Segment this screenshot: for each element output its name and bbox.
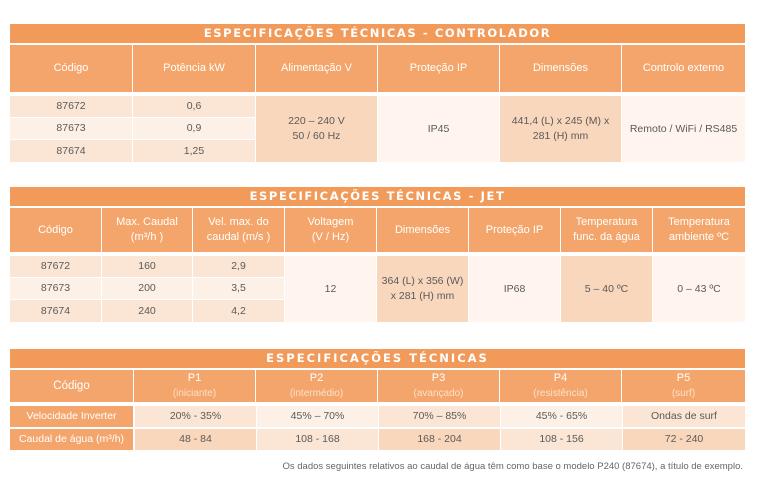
temp-agua-cell: 5 – 40 ºC: [561, 256, 652, 322]
level-name: P2: [309, 372, 324, 384]
codigo-cell: 87674: [10, 300, 101, 322]
potencia-cell: 0,9: [133, 118, 255, 139]
header-tamb-line2: ambiente ºC: [668, 231, 730, 243]
level-name: P5: [676, 372, 691, 384]
jet-title: ESPECIFICAÇÕES TÉCNICAS - JET: [10, 187, 745, 206]
velocidade-cell: 2,9: [193, 256, 284, 277]
header-p3: [378, 370, 500, 402]
dimensoes-line2: 281 (H) mm: [532, 130, 589, 142]
header-temp-ambiente: [653, 208, 745, 252]
protecao-cell: IP45: [378, 96, 499, 162]
header-codigo: Código: [10, 208, 102, 252]
velocidade-cell: 20% - 35%: [135, 406, 256, 427]
velocidade-cell: Ondas de surf: [623, 406, 745, 427]
header-p1: [134, 370, 256, 402]
header-p4: [500, 370, 622, 402]
header-velocidade: [193, 208, 285, 252]
header-caudal-line2: (m³/h ): [130, 231, 164, 243]
header-alimentacao: Alimentação V: [256, 45, 378, 92]
header-volt-line2: (V / Hz): [311, 231, 350, 243]
dimensoes-line1: 441,4 (L) x 245 (M) x: [511, 115, 610, 127]
temp-ambiente-cell: 0 – 43 ºC: [653, 256, 745, 322]
velocidade-cell: 70% – 85%: [379, 406, 500, 427]
alimentacao-cell: [256, 96, 377, 162]
header-p5: [622, 370, 745, 402]
header-caudal: [102, 208, 193, 252]
row-label-velocidade: Velocidade Inverter: [10, 406, 133, 427]
jet-body: [10, 256, 745, 322]
header-codigo: Código: [10, 370, 134, 402]
header-temp-line1: Temperatura: [575, 216, 638, 228]
tecnicas-title: ESPECIFICAÇÕES TÉCNICAS: [10, 349, 745, 368]
caudal-cell: 200: [102, 278, 192, 299]
voltagem-cell: 12: [285, 256, 376, 322]
header-p2: [256, 370, 378, 402]
header-caudal-line1: Max. Caudal: [116, 216, 178, 228]
velocidade-cell: 4,2: [193, 300, 284, 322]
row-label-caudal: Caudal de água (m³/h): [10, 429, 133, 450]
codigo-cell: 87672: [10, 96, 132, 117]
codigo-cell: 87673: [10, 278, 101, 299]
level-name: P4: [553, 372, 568, 384]
header-vel-line1: Vel. max. do: [208, 216, 269, 228]
level-desc: (resistência): [533, 388, 588, 399]
caudal-cell: 108 - 156: [501, 429, 622, 450]
level-name: P3: [431, 372, 446, 384]
potencia-cell: 0,6: [133, 96, 255, 117]
header-temp-line2: func. da água: [573, 231, 640, 243]
level-desc: (intermédio): [289, 388, 344, 399]
codigo-cell: 87672: [10, 256, 101, 277]
caudal-cell: 168 - 204: [379, 429, 500, 450]
dimensoes-line1: 364 (L) x 356 (W): [381, 275, 464, 287]
tecnicas-body: [10, 406, 745, 450]
protecao-cell: IP68: [469, 256, 560, 322]
header-voltagem: [285, 208, 377, 252]
dimensoes-cell: [377, 256, 468, 322]
jet-header: [10, 208, 745, 252]
controlo-cell: Remoto / WiFi / RS485: [622, 96, 745, 162]
controlador-header: [10, 45, 745, 92]
codigo-cell: 87674: [10, 140, 132, 162]
header-protecao: Proteção IP: [469, 208, 561, 252]
footnote: Os dados seguintes relativos ao caudal de água têm como base o modelo P240 (87674), a título de exemplo.: [282, 461, 743, 472]
tecnicas-table: [10, 349, 745, 450]
dimensoes-cell: [500, 96, 621, 162]
caudal-cell: 72 - 240: [623, 429, 745, 450]
alimentacao-line2: 50 / 60 Hz: [292, 130, 341, 142]
header-volt-line1: Voltagem: [307, 216, 354, 228]
caudal-cell: 108 - 168: [257, 429, 378, 450]
header-vel-line2: caudal (m/s ): [206, 231, 271, 243]
velocidade-cell: 45% – 70%: [257, 406, 378, 427]
level-desc: (avançado): [413, 388, 464, 399]
level-desc: (surf): [671, 388, 696, 399]
header-controlo: Controlo externo: [642, 62, 725, 74]
tecnicas-header: [10, 370, 745, 402]
controlador-title: ESPECIFICAÇÕES TÉCNICAS - CONTROLADOR: [10, 24, 745, 43]
potencia-cell: 1,25: [133, 140, 255, 162]
header-dimensoes: Dimensões: [377, 208, 469, 252]
codigo-cell: 87673: [10, 118, 132, 139]
caudal-cell: 160: [102, 256, 192, 277]
level-desc: (iniciante): [172, 388, 217, 399]
header-temp-agua: [561, 208, 653, 252]
jet-table: [10, 187, 745, 322]
header-potencia: Potência kW: [133, 45, 256, 92]
header-protecao: Proteção IP: [378, 45, 500, 92]
caudal-cell: 48 - 84: [135, 429, 256, 450]
header-dimensoes: Dimensões: [500, 45, 622, 92]
dimensoes-line2: x 281 (H) mm: [390, 290, 455, 302]
velocidade-cell: 3,5: [193, 278, 284, 299]
controlador-body: [10, 96, 745, 162]
header-codigo: Código: [10, 45, 133, 92]
caudal-cell: 240: [102, 300, 192, 322]
level-name: P1: [187, 372, 202, 384]
header-tamb-line1: Temperatura: [668, 216, 730, 228]
controlador-table: [10, 24, 745, 162]
velocidade-cell: 45% - 65%: [501, 406, 622, 427]
alimentacao-line1: 220 – 240 V: [288, 115, 345, 127]
